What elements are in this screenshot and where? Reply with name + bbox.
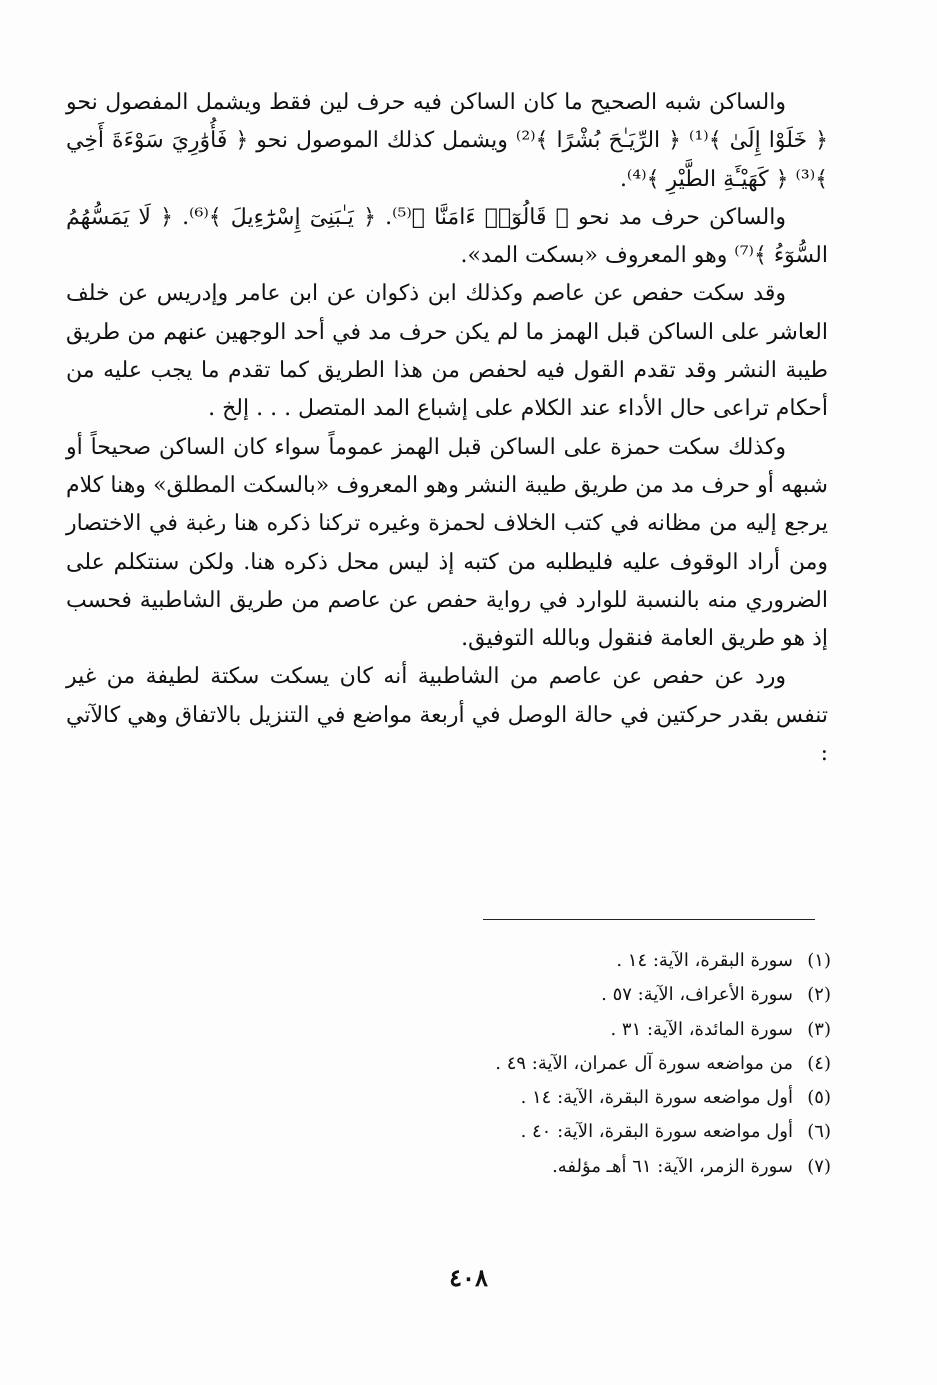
paragraph-four-places: ورد عن حفص عن عاصم من الشاطبية أنه كان يسكت سكتة لطيفة من غير تنفس بقدر حركتين في حالة الوصل في أربعة مواضع في التنزيل بالاتفاق وهي كالآتي : xyxy=(66,664,828,767)
footnote-item xyxy=(411,1115,831,1149)
paragraph-shibh-sahih: والساكن شبه الصحيح ما كان الساكن فيه حرف لين فقط ويشمل المفصول نحو ﴿ خَلَوْا إِلَىٰ ﴾⁽¹⁾ ﴿ الرِّيَـٰحَ بُشْرًا ﴾⁽²⁾ ويشمل كذلك الموصول نحو ﴿ فَأُوَٰرِيَ سَوْءَةَ أَخِي ﴾⁽³⁾ ﴿ كَهَيْـَٔةِ الطَّيْرِ ﴾⁽⁴⁾. xyxy=(66,90,828,192)
footnote-number: (٧) xyxy=(807,1155,831,1177)
footnote-item xyxy=(411,978,831,1012)
footnote-number: (٣) xyxy=(807,1018,831,1040)
footnote-text: سورة الأعراف، الآية: ٥٧ . xyxy=(601,984,793,1006)
footnote-item xyxy=(411,944,831,978)
footnote-number: (١) xyxy=(807,950,831,971)
paragraph-hafs-sakt: وقد سكت حفص عن عاصم وكذلك ابن ذكوان عن ابن عامر وإدريس عن خلف العاشر على الساكن قبل الهمز ما لم يكن حرف مد في أحد الوجهين عنهم من طريق طيبة النشر وقد تقدم القول فيه لحفص من هذا الطريق كما تقدم ما يجب عليه من أحكام تراعى حال الأداء عند الكلام على إشباع المد المتصل . . . إلخ . xyxy=(66,281,828,422)
footnote-number: (٢) xyxy=(807,984,831,1006)
footnote-number: (٦) xyxy=(807,1121,831,1143)
footnote-text: أول مواضعه سورة البقرة، الآية: ٤٠ . xyxy=(520,1121,793,1143)
main-text xyxy=(66,84,828,773)
page-number: ٤٠٨ xyxy=(449,1263,488,1292)
footnote-item xyxy=(411,1150,831,1184)
footnotes-list xyxy=(411,944,831,1184)
footnote-item xyxy=(411,1081,831,1115)
footnote-text: أول مواضعه سورة البقرة، الآية: ١٤ . xyxy=(520,1087,793,1109)
footnote-text: سورة البقرة، الآية: ١٤ . xyxy=(616,950,793,971)
footnote-item xyxy=(411,1047,831,1081)
footnote-text: سورة الزمر، الآية: ٦١ أهـ مؤلفه. xyxy=(552,1155,793,1177)
paragraph-harf-madd: والساكن حرف مد نحو ﴿ قَالُوٓا۟ ءَامَنَّا ﴾⁽⁵⁾. ﴿ يَـٰبَنِىٓ إِسْرَٰٓءِيلَ ﴾⁽⁶⁾. ﴿ لَا يَمَسُّهُمُ السُّوٓءُ ﴾⁽⁷⁾ وهو المعروف «بسكت المد». xyxy=(66,204,828,269)
footnote-divider xyxy=(483,919,815,920)
footnote-number: (٥) xyxy=(807,1087,831,1109)
footnote-text: سورة المائدة، الآية: ٣١ . xyxy=(610,1018,793,1040)
paragraph-hamza-sakt: وكذلك سكت حمزة على الساكن قبل الهمز عموماً سواء كان الساكن صحيحاً أو شبهه أو حرف مد من طريق طيبة النشر وهو المعروف «بالسكت المطلق» وهنا كلام يرجع إليه من مظانه في كتب الخلاف لحمزة وغيره تركنا ذكره هنا رغبة في الاختصار ومن أراد الوقوف عليه فليطلبه من كتبه إذ ليس محل ذكره هنا. ولكن سنتكلم على الضروري منه بالنسبة للوارد في رواية حفص عن عاصم من طريق الشاطبية فحسب إذ هو طريق العامة فنقول وبالله التوفيق. xyxy=(66,434,828,652)
footnote-text: من مواضعه سورة آل عمران، الآية: ٤٩ . xyxy=(495,1052,793,1074)
footnote-number: (٤) xyxy=(807,1052,831,1074)
footnote-item xyxy=(411,1013,831,1047)
